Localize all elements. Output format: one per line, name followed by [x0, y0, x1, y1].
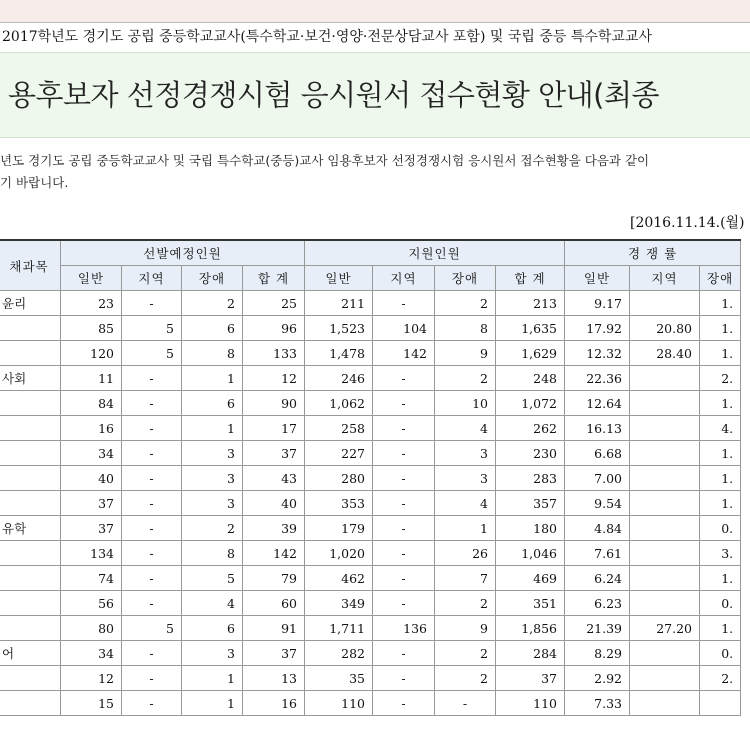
- table-cell: 7: [435, 566, 496, 591]
- table-cell: [630, 491, 700, 516]
- table-cell: 8.29: [565, 641, 630, 666]
- table-cell: 74: [61, 566, 122, 591]
- table-cell: 462: [305, 566, 373, 591]
- table-cell: -: [373, 391, 435, 416]
- table-cell: 9: [435, 616, 496, 641]
- table-cell: -: [373, 366, 435, 391]
- table-cell: 1.: [700, 391, 741, 416]
- column-header: 합 계: [496, 266, 565, 291]
- table-cell: 90: [243, 391, 305, 416]
- table-cell: 1,629: [496, 341, 565, 366]
- table-cell: 40: [243, 491, 305, 516]
- table-cell: 37: [61, 491, 122, 516]
- table-cell: 7.00: [565, 466, 630, 491]
- table-cell: 1,523: [305, 316, 373, 341]
- subject-cell: [0, 541, 61, 566]
- table-cell: 43: [243, 466, 305, 491]
- table-cell: 246: [305, 366, 373, 391]
- document-header-line: 2017학년도 경기도 공립 중등학교교사(특수학교·보건·영양·전문상담교사 포함) 및 국립 중등 특수학교교사: [0, 22, 750, 51]
- table-cell: -: [122, 666, 182, 691]
- table-cell: -: [373, 666, 435, 691]
- table-cell: 2.: [700, 366, 741, 391]
- table-cell: 4: [435, 416, 496, 441]
- subject-cell: [0, 566, 61, 591]
- table-row: [0, 666, 741, 691]
- table-cell: 1: [182, 666, 243, 691]
- table-cell: 8: [435, 316, 496, 341]
- subject-cell: 사회: [0, 366, 61, 391]
- subject-cell: 윤리: [0, 291, 61, 316]
- table-cell: 6: [182, 391, 243, 416]
- table-row: [0, 616, 741, 641]
- table-cell: 9: [435, 341, 496, 366]
- subject-cell: [0, 491, 61, 516]
- table-cell: 6.68: [565, 441, 630, 466]
- table-cell: 1,711: [305, 616, 373, 641]
- table-cell: 258: [305, 416, 373, 441]
- subject-cell: [0, 391, 61, 416]
- table-cell: 2.92: [565, 666, 630, 691]
- intro-text: [0, 150, 750, 194]
- table-cell: 3: [435, 466, 496, 491]
- table-cell: -: [122, 291, 182, 316]
- table-row: [0, 291, 741, 316]
- table-cell: 3: [182, 441, 243, 466]
- table-cell: 37: [61, 516, 122, 541]
- subject-cell: [0, 316, 61, 341]
- table-cell: 4: [435, 491, 496, 516]
- table-cell: 1: [182, 691, 243, 716]
- subject-cell: 어: [0, 641, 61, 666]
- table-cell: 357: [496, 491, 565, 516]
- table-cell: [630, 641, 700, 666]
- table-cell: 2.: [700, 666, 741, 691]
- table-cell: 3.: [700, 541, 741, 566]
- table-cell: -: [373, 491, 435, 516]
- table-cell: 6: [182, 316, 243, 341]
- table-cell: -: [122, 391, 182, 416]
- table-cell: 280: [305, 466, 373, 491]
- table-cell: 1,635: [496, 316, 565, 341]
- table-cell: 227: [305, 441, 373, 466]
- table-cell: 2: [435, 366, 496, 391]
- table-row: [0, 416, 741, 441]
- table-cell: 282: [305, 641, 373, 666]
- table-cell: -: [373, 591, 435, 616]
- table-cell: 262: [496, 416, 565, 441]
- table-cell: 180: [496, 516, 565, 541]
- table-body: [0, 291, 741, 716]
- table-cell: 12: [243, 366, 305, 391]
- table-cell: 60: [243, 591, 305, 616]
- subject-cell: [0, 341, 61, 366]
- table-cell: 85: [61, 316, 122, 341]
- table-cell: -: [122, 591, 182, 616]
- table-cell: [630, 666, 700, 691]
- table-cell: 6.24: [565, 566, 630, 591]
- table-cell: 1,478: [305, 341, 373, 366]
- table-cell: 110: [305, 691, 373, 716]
- page-title: 용후보자 선정경쟁시험 응시원서 접수현황 안내(최종: [8, 78, 659, 112]
- table-cell: [630, 516, 700, 541]
- column-header: 장애: [435, 266, 496, 291]
- table-row: [0, 566, 741, 591]
- table-row: [0, 391, 741, 416]
- group-header-applicants: 지원인원: [305, 240, 565, 266]
- table-cell: 134: [61, 541, 122, 566]
- table-cell: 3: [182, 491, 243, 516]
- subject-cell: [0, 416, 61, 441]
- table-cell: -: [122, 566, 182, 591]
- table-cell: 22.36: [565, 366, 630, 391]
- table-cell: 1.: [700, 341, 741, 366]
- table-cell: 16: [243, 691, 305, 716]
- table-cell: 1,046: [496, 541, 565, 566]
- table-cell: -: [373, 516, 435, 541]
- table-cell: 5: [122, 616, 182, 641]
- table-cell: 4.84: [565, 516, 630, 541]
- table-cell: 17: [243, 416, 305, 441]
- table-cell: 23: [61, 291, 122, 316]
- table-cell: 21.39: [565, 616, 630, 641]
- table-cell: 0.: [700, 641, 741, 666]
- table-cell: 136: [373, 616, 435, 641]
- table-cell: 1: [182, 366, 243, 391]
- table-cell: -: [122, 641, 182, 666]
- table-cell: 39: [243, 516, 305, 541]
- table-cell: 7.61: [565, 541, 630, 566]
- table-cell: 10: [435, 391, 496, 416]
- table-cell: [630, 466, 700, 491]
- table-cell: 12: [61, 666, 122, 691]
- table-cell: 1,856: [496, 616, 565, 641]
- table-cell: -: [373, 641, 435, 666]
- column-header: 합 계: [243, 266, 305, 291]
- table-cell: -: [373, 541, 435, 566]
- table-cell: 84: [61, 391, 122, 416]
- table-cell: 283: [496, 466, 565, 491]
- table-cell: 8: [182, 541, 243, 566]
- table-cell: 4: [182, 591, 243, 616]
- table-row: [0, 491, 741, 516]
- table-cell: 133: [243, 341, 305, 366]
- table-cell: 25: [243, 291, 305, 316]
- table-row: [0, 341, 741, 366]
- table-cell: 0.: [700, 516, 741, 541]
- table-cell: 142: [243, 541, 305, 566]
- table-cell: -: [122, 366, 182, 391]
- table-cell: 110: [496, 691, 565, 716]
- table-row: [0, 316, 741, 341]
- title-banner: [0, 52, 750, 138]
- subject-cell: [0, 691, 61, 716]
- table-cell: [700, 691, 741, 716]
- group-header-planned: 선발예정인원: [61, 240, 305, 266]
- table-row: [0, 641, 741, 666]
- subject-cell: 유학: [0, 516, 61, 541]
- table-cell: 35: [305, 666, 373, 691]
- table-cell: 56: [61, 591, 122, 616]
- table-cell: -: [122, 691, 182, 716]
- table-row: [0, 466, 741, 491]
- column-header: 일반: [565, 266, 630, 291]
- table-row: [0, 541, 741, 566]
- table-cell: 4.: [700, 416, 741, 441]
- table-cell: 1.: [700, 441, 741, 466]
- table-cell: [630, 591, 700, 616]
- table-cell: [630, 391, 700, 416]
- table-cell: [630, 691, 700, 716]
- table-cell: 15: [61, 691, 122, 716]
- table-cell: 104: [373, 316, 435, 341]
- table-cell: 8: [182, 341, 243, 366]
- table-cell: 9.17: [565, 291, 630, 316]
- table-row: [0, 691, 741, 716]
- table-row: [0, 516, 741, 541]
- table-cell: 34: [61, 441, 122, 466]
- table-cell: 79: [243, 566, 305, 591]
- table-cell: 40: [61, 466, 122, 491]
- table-cell: [630, 291, 700, 316]
- column-header: 지역: [122, 266, 182, 291]
- table-cell: 96: [243, 316, 305, 341]
- table-cell: 349: [305, 591, 373, 616]
- table-cell: 27.20: [630, 616, 700, 641]
- table-cell: 37: [496, 666, 565, 691]
- table-cell: [630, 441, 700, 466]
- table-cell: -: [122, 516, 182, 541]
- column-header: 장애: [182, 266, 243, 291]
- table-cell: 0.: [700, 591, 741, 616]
- table-cell: 37: [243, 441, 305, 466]
- subject-header: 채과목: [0, 240, 61, 291]
- subject-cell: [0, 441, 61, 466]
- table-cell: -: [373, 566, 435, 591]
- column-header: 장애: [700, 266, 741, 291]
- table-cell: [630, 366, 700, 391]
- table-cell: 120: [61, 341, 122, 366]
- column-header: 일반: [61, 266, 122, 291]
- table-cell: 80: [61, 616, 122, 641]
- table-cell: 9.54: [565, 491, 630, 516]
- date-stamp: [2016.11.14.(월): [630, 215, 745, 231]
- table-cell: 28.40: [630, 341, 700, 366]
- subject-cell: [0, 666, 61, 691]
- table-row: [0, 591, 741, 616]
- table-cell: 2: [435, 591, 496, 616]
- table-cell: 248: [496, 366, 565, 391]
- table-cell: 91: [243, 616, 305, 641]
- subject-cell: [0, 591, 61, 616]
- column-header: 지역: [630, 266, 700, 291]
- table-cell: 13: [243, 666, 305, 691]
- table-cell: 34: [61, 641, 122, 666]
- table-cell: 17.92: [565, 316, 630, 341]
- table-row: [0, 441, 741, 466]
- subject-cell: [0, 616, 61, 641]
- table-cell: 2: [182, 516, 243, 541]
- table-cell: 351: [496, 591, 565, 616]
- table-cell: 1,020: [305, 541, 373, 566]
- table-cell: 2: [435, 291, 496, 316]
- column-header: 일반: [305, 266, 373, 291]
- table-cell: 142: [373, 341, 435, 366]
- table-cell: 16: [61, 416, 122, 441]
- table-cell: 1: [435, 516, 496, 541]
- table-cell: 20.80: [630, 316, 700, 341]
- table-cell: 26: [435, 541, 496, 566]
- table-cell: -: [122, 466, 182, 491]
- table-cell: 12.32: [565, 341, 630, 366]
- table-cell: -: [122, 441, 182, 466]
- table-cell: -: [435, 691, 496, 716]
- table-cell: 1.: [700, 466, 741, 491]
- table-cell: 284: [496, 641, 565, 666]
- table-cell: [630, 541, 700, 566]
- top-pink-band: [0, 0, 750, 22]
- table-cell: 1.: [700, 491, 741, 516]
- table-cell: 2: [182, 291, 243, 316]
- table-row: [0, 366, 741, 391]
- table-cell: 7.33: [565, 691, 630, 716]
- table-cell: 1,072: [496, 391, 565, 416]
- table-cell: 1.: [700, 291, 741, 316]
- table-cell: 6.23: [565, 591, 630, 616]
- table-cell: 3: [182, 466, 243, 491]
- intro-line: 기 바랍니다.: [0, 175, 69, 190]
- table-cell: -: [373, 466, 435, 491]
- table-cell: 2: [435, 641, 496, 666]
- table-cell: -: [122, 416, 182, 441]
- table-cell: 5: [182, 566, 243, 591]
- table-cell: -: [373, 691, 435, 716]
- table-cell: 2: [435, 666, 496, 691]
- table-cell: 37: [243, 641, 305, 666]
- table-cell: 5: [122, 341, 182, 366]
- applicant-status-table: [0, 239, 741, 716]
- table-cell: 12.64: [565, 391, 630, 416]
- table-cell: 179: [305, 516, 373, 541]
- table-cell: -: [373, 291, 435, 316]
- table-cell: 469: [496, 566, 565, 591]
- intro-line: 년도 경기도 공립 중등학교교사 및 국립 특수학교(중등)교사 임용후보자 선정경쟁시험 응시원서 접수현황을 다음과 같이: [0, 153, 650, 168]
- table-cell: -: [122, 491, 182, 516]
- group-header-ratio: 경 쟁 률: [565, 240, 741, 266]
- table-cell: [630, 416, 700, 441]
- table-cell: 1.: [700, 616, 741, 641]
- sub-header-row: [0, 266, 741, 291]
- table-cell: 1.: [700, 316, 741, 341]
- table-cell: 6: [182, 616, 243, 641]
- table-cell: 16.13: [565, 416, 630, 441]
- table-cell: 1.: [700, 566, 741, 591]
- table-cell: 353: [305, 491, 373, 516]
- table-cell: 1: [182, 416, 243, 441]
- table-cell: [630, 566, 700, 591]
- table-cell: 11: [61, 366, 122, 391]
- table-cell: -: [373, 441, 435, 466]
- subject-cell: [0, 466, 61, 491]
- table-cell: -: [122, 541, 182, 566]
- table-cell: 3: [182, 641, 243, 666]
- table-cell: 1,062: [305, 391, 373, 416]
- column-header: 지역: [373, 266, 435, 291]
- table-cell: 3: [435, 441, 496, 466]
- table-cell: 211: [305, 291, 373, 316]
- table-cell: -: [373, 416, 435, 441]
- table-cell: 5: [122, 316, 182, 341]
- table-cell: 230: [496, 441, 565, 466]
- table-cell: 213: [496, 291, 565, 316]
